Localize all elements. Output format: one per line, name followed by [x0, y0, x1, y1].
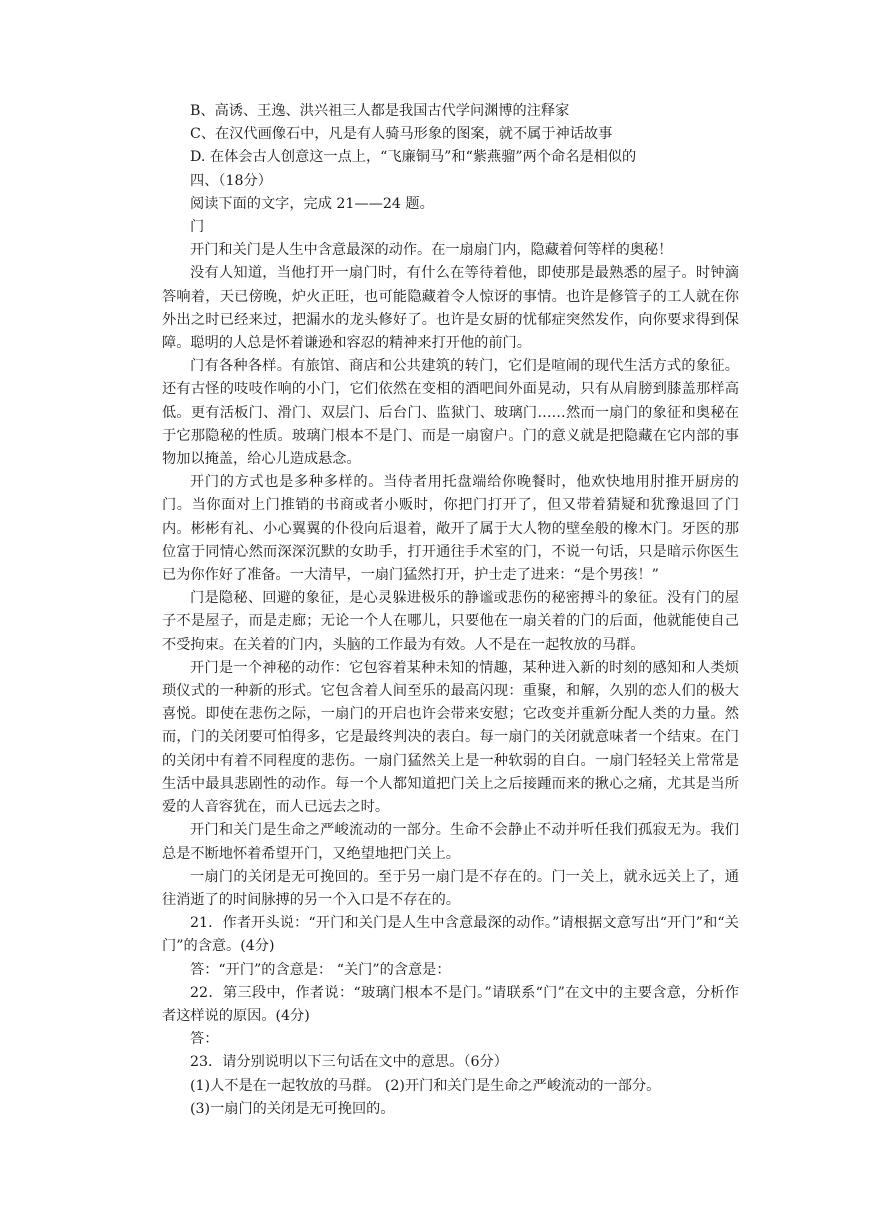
essay-paragraph-8: 一扇门的关闭是无可挽回的。至于另一扇门是不存在的。门一关上，就永远关上了，通往消逝了的时间脉搏的另一个入口是不存在的。 — [162, 868, 739, 908]
essay-paragraph-6: 开门是一个神秘的动作：它包容着某种未知的情趣，某种进入新的时刻的感知和人类烦琐仪式的一种新的形式。它包含着人间至乐的最高闪现：重聚，和解，久别的恋人们的极大喜悦。即使在悲伤之际，一扇门的开启也许会带来安慰；它改变并重新分配人类的力量。然而，门的关闭要可怕得多，它是最终判决的表白。每一扇门的关闭就意味者一个结束。在门的关闭中有着不同程度的悲伤。一扇门猛然关上是一种软弱的自白。一扇门轻轻关上常常是生活中最具悲剧性的动作。每一个人都知道把门关上之后接踵而来的揪心之痛，尤其是当所爱的人音容犹在，而人已远去之时。 — [162, 659, 739, 816]
essay-paragraph-2: 没有人知道，当他打开一扇门时，有什么在等待着他，即使那是最熟悉的屋子。时钟滴答响着，天已傍晚，炉火正旺，也可能隐藏着令人惊讶的事情。也许是修管子的工人就在你外出之时已经来过，把漏水的龙头修好了。也许是女厨的忧郁症突然发作，向你要求得到保障。聪明的人总是怀着谦逊和容忍的精神来打开他的前门。 — [162, 265, 739, 352]
question-22-answer: 答： — [190, 1031, 219, 1048]
section-heading: 四、（18分） — [190, 172, 272, 189]
instruction: 阅读下面的文字，完成 21——24 题。 — [190, 195, 434, 212]
question-21: 21．作者开头说：“开门和关门是人生中含意最深的动作。”请根据文意写出“开门”和“关门”的含意。(4分) — [162, 915, 739, 955]
essay-title: 门 — [190, 219, 205, 236]
question-23-items-2: (3)一扇门的关闭是无可挽回的。 — [190, 1100, 395, 1117]
essay-paragraph-5: 门是隐秘、回避的象征，是心灵躲进极乐的静谧或悲伤的秘密搏斗的象征。没有门的屋子不是屋子，而是走廊；无论一个人在哪儿，只要他在一扇关着的门的后面，他就能使自己不受拘束。在关着的门内，头脑的工作最为有效。人不是在一起牧放的马群。 — [162, 590, 739, 653]
essay-paragraph-1: 开门和关门是人生中含意最深的动作。在一扇扇门内，隐藏着何等样的奥秘！ — [190, 242, 673, 259]
option-d: D. 在体会古人创意这一点上，“飞廉铜马”和“紫燕骝”两个命名是相似的 — [190, 149, 637, 166]
essay-paragraph-3: 门有各种各样。有旅馆、商店和公共建筑的转门，它们是喧闹的现代生活方式的象征。还有古怪的吱吱作响的小门，它们依然在变相的酒吧间外面晃动，只有从肩膀到膝盖那样高低。更有活板门、滑门、双层门、后台门、监狱门、玻璃门……然而一扇门的象征和奥秘在于它那隐秘的性质。玻璃门根本不是门、而是一扇窗户。门的意义就是把隐藏在它内部的事物加以掩盖，给心儿造成悬念。 — [162, 358, 739, 468]
question-22: 22．第三段中，作者说：“玻璃门根本不是门。”请联系“门”在文中的主要含意，分析作者这样说的原因。(4分) — [162, 984, 739, 1024]
question-23-items-1: (1)人不是在一起牧放的马群。 (2)开门和关门是生命之严峻流动的一部分。 — [190, 1077, 661, 1094]
essay-paragraph-4: 开门的方式也是多种多样的。当侍者用托盘端给你晚餐时，他欢快地用肘推开厨房的门。当你面对上门推销的书商或者小贩时，你把门打开了，但又带着猜疑和犹豫退回了门内。彬彬有礼、小心翼翼的仆役向后退着，敞开了属于大人物的壁垒般的橡木门。牙医的那位富于同情心然而深深沉默的女助手，打开通往手术室的门，不说一句话，只是暗示你医生已为你作好了准备。一大清早，一扇门猛然打开，护士走了进来：“是个男孩！” — [162, 474, 739, 584]
option-c: C、在汉代画像石中，凡是有人骑马形象的图案，就不属于神话故事 — [190, 126, 613, 143]
option-b: B、高诱、王逸、洪兴祖三人都是我国古代学问渊博的注释家 — [190, 103, 570, 119]
essay-paragraph-7: 开门和关门是生命之严峻流动的一部分。生命不会静止不动并听任我们孤寂无为。我们总是不断地怀着希望开门，又绝望地把门关上。 — [162, 822, 739, 862]
question-21-answer: 答：“开门”的含意是： “关门”的含意是： — [190, 961, 451, 978]
exam-page — [162, 100, 739, 1121]
question-23: 23．请分别说明以下三句话在文中的意思。（6分） — [190, 1054, 508, 1071]
